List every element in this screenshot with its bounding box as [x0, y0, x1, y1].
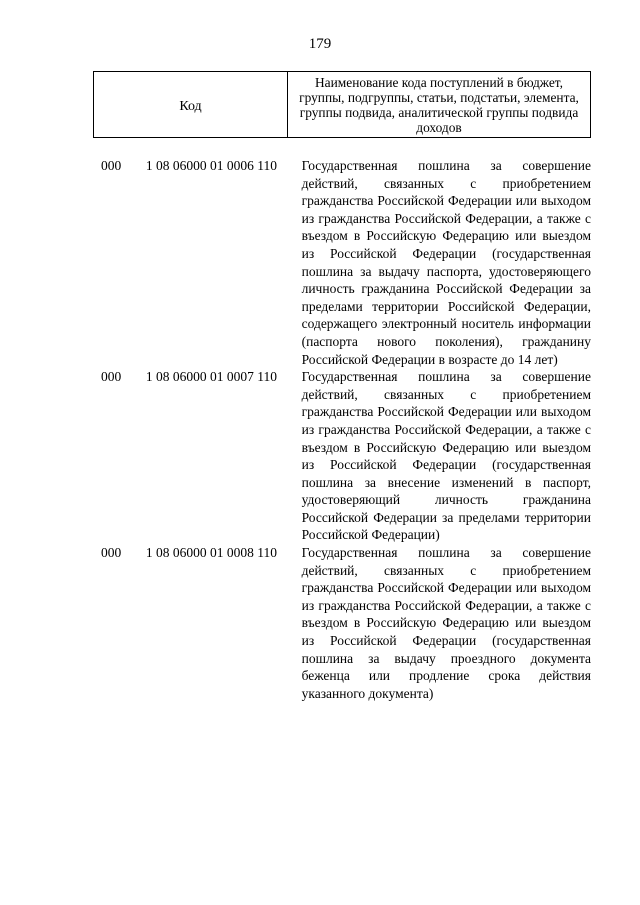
income-description: Государственная пошлина за совершение действий, связанных с приобретением гражданства Российской Федерации или выходом из гражданства Российской Федерации, а также с въездом в Российскую Федерацию или выездом из Российской Федерации (государственная пошлина за выдачу паспорта, удостоверяющего личность гражданина Российской Федерации за пределами территории Российской Федерации, содержащего электронный носитель информации (паспорта нового поколения), гражданину Российской Федерации в возрасте до 14 лет) [301, 158, 591, 367]
income-description: Государственная пошлина за совершение действий, связанных с приобретением гражданства Российской Федерации или выходом из гражданства Российской Федерации, а также с въездом в Российскую Федерацию или выездом из Российской Федерации (государственная пошлина за внесение изменений в паспорт, удостоверяющий личность гражданина Российской Федерации за пределами территории Российской Федерации) [301, 369, 591, 543]
admin-code: 000 [101, 369, 122, 385]
income-code: 1 08 06000 01 0008 110 [145, 545, 278, 561]
income-code: 1 08 06000 01 0007 110 [145, 369, 278, 385]
header-code-column: Код [94, 72, 288, 137]
table-row [93, 368, 591, 544]
income-description: Государственная пошлина за совершение действий, связанных с приобретением гражданства Российской Федерации или выходом из гражданства Российской Федерации, а также с въездом в Российскую Федерацию или выездом из Российской Федерации (государственная пошлина за выдачу проездного документа беженца или продление срока действия указанного документа) [301, 545, 591, 701]
page-number: 179 [308, 36, 332, 52]
table-header [93, 71, 591, 138]
income-code: 1 08 06000 01 0006 110 [145, 158, 278, 173]
admin-code: 000 [101, 158, 122, 173]
table-row [93, 544, 591, 702]
income-code-list [93, 157, 591, 702]
header-name-column: Наименование кода поступлений в бюджет, группы, подгруппы, статьи, подстатьи, элемента, группы подвида, аналитической группы подвида доходов [299, 74, 579, 135]
table-row [93, 157, 591, 368]
admin-code: 000 [101, 545, 122, 561]
